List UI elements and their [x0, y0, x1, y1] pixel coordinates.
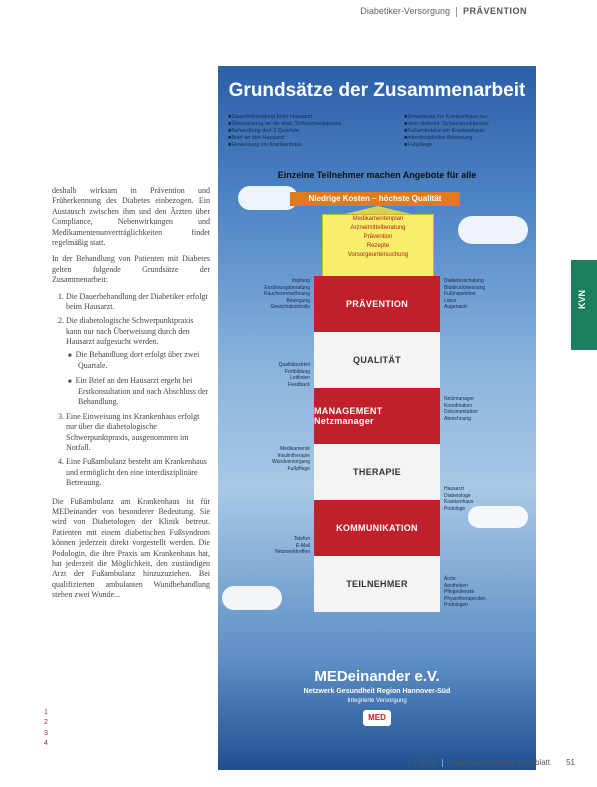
- list-item: 2. Die diabetologische Schwerpunktpraxis kann nur nach Überweisung durch den Hausarzt aufgesucht werden. ■ Die Behandlung dort erfolgt über zwei Quartale. ■ Ein Brief an den Hausarzt ergeht bei Erstkonsultation und nach Abschluss der Behandlung.: [66, 316, 210, 407]
- list-item: 3. Eine Einweisung ins Krankenhaus erfolgt nur über die diabetologische Schwerpunktpraxis, ausgenommen im Notfall.: [66, 412, 210, 454]
- lighthouse-lantern: Medikamentenplan Arzneimittelberatung Prävention Rezepte Vorsorgeuntersuchung: [322, 214, 434, 278]
- page-header: [360, 6, 527, 17]
- cloud-shape: [222, 586, 282, 610]
- list-item: 1. Die Dauerbehandlung der Diabetiker erfolgt beim Hausarzt.: [66, 292, 210, 313]
- labels-right-praevention: Diabetesschulung Blutdruckmessung Fußinspektion Labor Augenarzt: [444, 278, 486, 310]
- org-name: MEDeinander e.V.: [314, 668, 440, 685]
- labels-right-management: Netzmanager Koordination Dokumentation Abrechnung: [444, 396, 478, 422]
- infographic-right-list: ■ Einweisung ins Krankenhaus nur ■ über diabetol. Schwerpunktpraxis ■ Fußambulanz am Krankenhaus ■ interdisziplinäre Betreuung ■ Fußpflege: [404, 114, 489, 149]
- header-section: PRÄVENTION: [462, 6, 527, 16]
- line-number: 2: [44, 719, 48, 727]
- list-item: 4. Eine Fußambulanz besteht am Krankenhaus und ermöglicht den eine interdisziplinäre Betreuung.: [66, 457, 210, 488]
- footer-divider: [442, 759, 443, 767]
- header-topic: Diabetiker-Versorgung: [360, 6, 450, 16]
- body-column: [52, 186, 210, 607]
- org-tagline: Integrierte Versorgung: [347, 698, 407, 704]
- cloud-shape: [238, 186, 298, 210]
- list-item: ■ Die Behandlung dort erfolgt über zwei Quartale.: [78, 350, 210, 372]
- issue-number: 1 | 2012: [407, 758, 437, 767]
- infographic-left-list: ■ Dauerbehandlung beim Hausarzt ■ Überweisung an die diab. Schwerpunktpraxis ■ Behandlung dort 2 Quartale ■ Brief an den Hausarzt ■ Einweisung ins Krankenhaus: [228, 114, 341, 149]
- band-therapie: THERAPIE: [314, 444, 440, 500]
- paragraph-intro: deshalb wirksam in Prävention und Früherkennung des Diabetes einbezogen. Ein Austausch zwischen ihm und den Ärzten über Compliance, Nebenwirkungen und Medikamentenunverträglichkeiten findet regelmäßig statt.: [52, 186, 210, 248]
- line-number: 1: [44, 709, 48, 716]
- side-tab-label: KVN: [577, 290, 587, 310]
- header-divider: [456, 7, 457, 17]
- band-management: MANAGEMENT Netzmanager: [314, 388, 440, 444]
- labels-left-praevention: Impfung Ernährungsberatung Raucherentwöhnung Bewegung Gewichtskontrolle: [263, 278, 310, 310]
- paragraph-grundsaetze: In der Behandlung von Patienten mit Diabetes gelten folgende Grundsätze der Zusammenarbeit:: [52, 254, 210, 285]
- sub-list: [66, 350, 210, 408]
- paragraph-fussambulanz: Die Fußambulanz am Krankenhaus ist für MEDeinander von besonderer Bedeutung. Sie wird von Diabetologen der Klinik betreut. Patienten mit einem diabetischen Fußsyndrom können jederzeit direkt vorgestellt werden. Die Podologin, die ihre Praxis am Krankenhaus hat, hat jederzeit die Möglichkeit, den zuständigen Arzt der Fußambulanz hinzuzuziehen. Bei qualifizierten ambulanten Wundbehandlung stehen zwei Wunde...: [52, 496, 210, 600]
- line-numbers: [44, 708, 48, 750]
- page-footer: [407, 758, 575, 767]
- line-number: 3: [44, 729, 48, 737]
- band-praevention: PRÄVENTION: [314, 276, 440, 332]
- labels-left-qualitaet: Qualitätszirkel Fortbildung Leitlinien Feedback: [278, 362, 310, 388]
- band-qualitaet: QUALITÄT: [314, 332, 440, 388]
- labels-right-teilnehmer: Ärzte Apotheken Pflegedienste Physiotherapeuten Podologen: [444, 576, 486, 608]
- journal-name: niedersächsisches ärzteblatt: [449, 758, 551, 767]
- principles-list: [52, 292, 210, 489]
- infographic-subtitle: Einzelne Teilnehmer machen Angebote für alle: [277, 170, 477, 180]
- cost-quality-banner: Niedrige Kosten – höchste Qualität: [290, 192, 460, 206]
- medeinander-logo-icon: MED: [363, 710, 391, 726]
- line-number: 4: [44, 740, 48, 748]
- labels-right-therapie: Hausarzt Diabetologe Krankenhaus Podologe: [444, 486, 474, 512]
- band-teilnehmer: TEILNEHMER: [314, 556, 440, 612]
- page-number: 51: [566, 758, 575, 767]
- labels-left-therapie: Medikamente Insulintherapie Wundversorgung Fußpflege: [272, 446, 310, 472]
- org-subtitle: Netzwerk Gesundheit Region Hannover-Süd: [303, 688, 451, 695]
- labels-left-kommunikation: Telefon E-Mail Netzwerktreffen: [275, 536, 310, 555]
- band-kommunikation: KOMMUNIKATION: [314, 500, 440, 556]
- lighthouse-tower: [314, 276, 440, 612]
- list-item: ■ Ein Brief an den Hausarzt ergeht bei Erstkonsultation und nach Abschluss der Behandlung.: [78, 376, 210, 408]
- infographic-lighthouse: [218, 66, 536, 770]
- infographic-title: Grundsätze der Zusammenarbeit: [228, 80, 526, 101]
- side-tab: [571, 260, 597, 350]
- cloud-shape: [458, 216, 528, 244]
- infographic-footer: [218, 668, 536, 726]
